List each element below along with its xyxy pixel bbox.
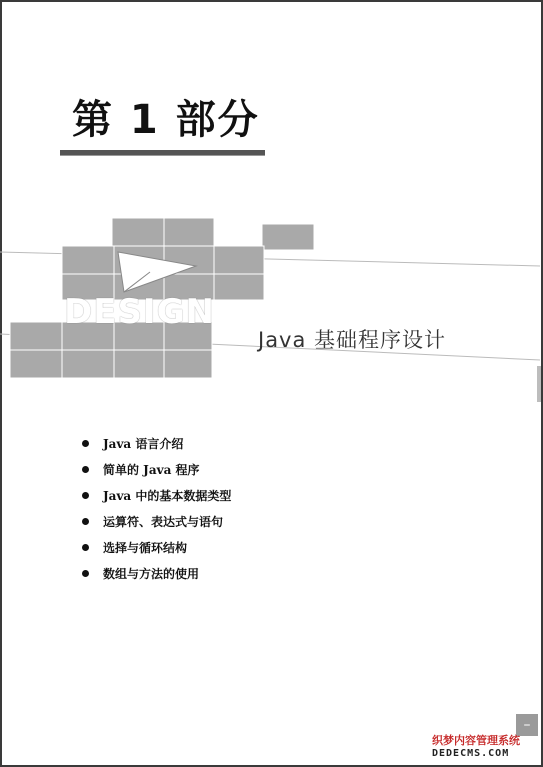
title-underline [60, 150, 265, 156]
part-title: 第 1 部分 [72, 97, 260, 143]
bullet-icon [82, 544, 89, 551]
bullet-icon [82, 440, 89, 447]
bullet-icon [82, 466, 89, 473]
bullet-icon [82, 518, 89, 525]
list-item-label: 简单的 Java 程序 [103, 462, 200, 477]
list-item-label: Java 中的基本数据类型 [103, 488, 232, 503]
watermark-url: DEDECMS.COM [432, 748, 510, 759]
list-item [82, 430, 231, 456]
bullet-icon [82, 570, 89, 577]
design-word: DESIGN [64, 292, 215, 332]
list-item [82, 560, 231, 586]
list-item-label: Java 语言介绍 [103, 436, 184, 451]
list-item [82, 534, 231, 560]
list-item-label: 数组与方法的使用 [103, 566, 200, 581]
list-item-label: 运算符、表达式与语句 [103, 514, 224, 529]
list-item-label: 选择与循环结构 [103, 540, 188, 555]
list-item [82, 508, 231, 534]
list-item [82, 456, 231, 482]
contents-list [82, 430, 231, 586]
part-subtitle: Java 基础程序设计 [258, 328, 447, 352]
watermark-site-name: 织梦内容管理系统 [432, 734, 520, 747]
site-watermark [432, 732, 536, 759]
minimize-button[interactable]: – [516, 714, 538, 736]
list-item [82, 482, 231, 508]
bullet-icon [82, 492, 89, 499]
scrollbar-handle[interactable] [537, 366, 541, 402]
